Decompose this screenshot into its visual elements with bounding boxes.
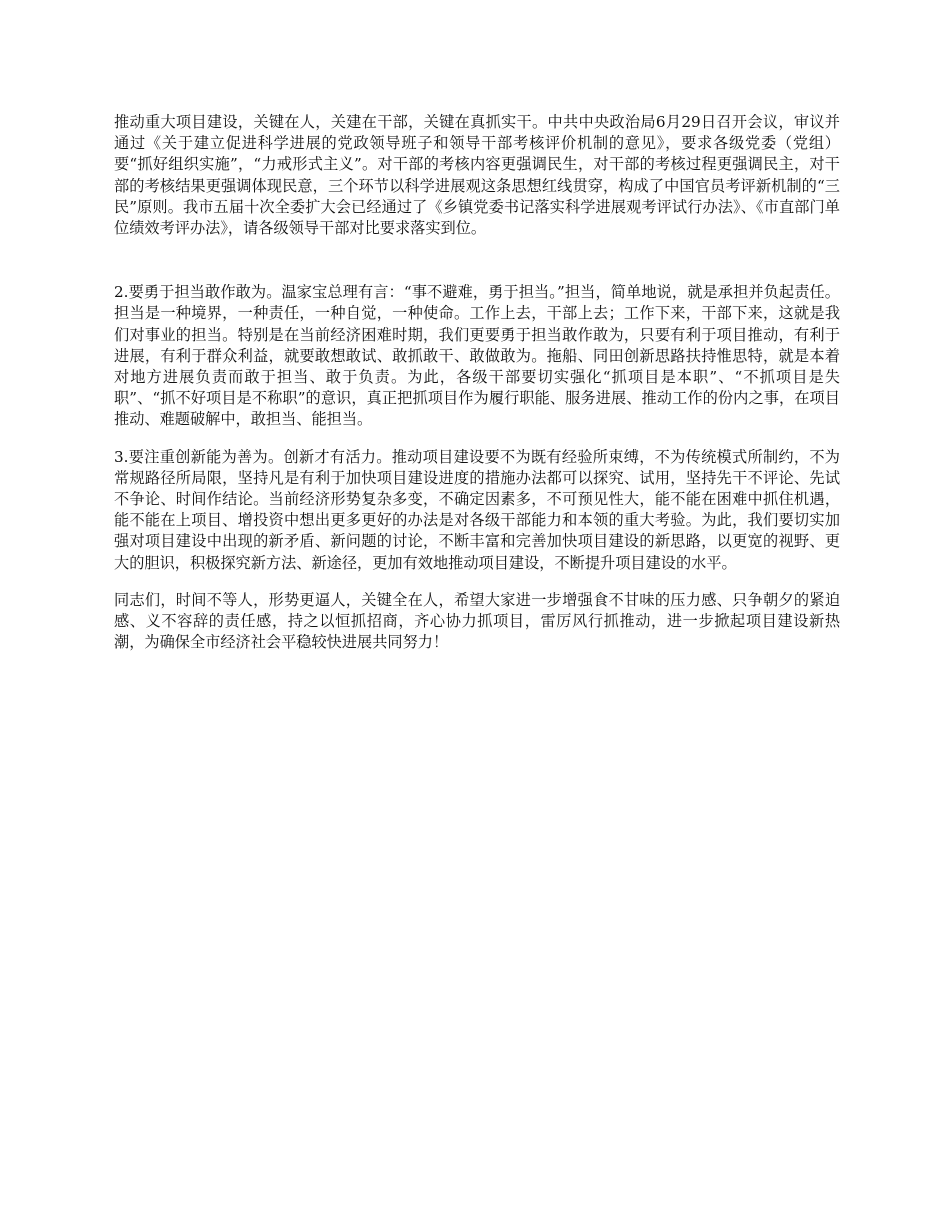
paragraph-cadre-evaluation: 推动重大项目建设，关键在人，关建在干部，关键在真抓实干。中共中央政治局6月29日召开会议，审议并通过《关于建立促进科学进展的党政领导班子和领导干部考核评价机制的意见》，要求各级党委（党组）要“抓好组织实施”，“力戒形式主义”。对干部的考核内容更强调民生，对干部的考核过程更强调民主，对干部的考核结果更强调体现民意，三个环节以科学进展观这条思想红线贯穿，构成了中国官员考评新机制的“三民”原则。我市五届十次全委扩大会已经通过了《乡镇党委书记落实科学进展观考评试行办法》、《市直部门单位绩效考评办法》，请各级领导干部对比要求落实到位。 [114,113,840,238]
paragraph-closing-remarks: 同志们，时间不等人，形势更逼人，关键全在人，希望大家进一步增强食不甘味的压力感、只争朝夕的紧迫感、义不容辞的责任感，持之以恒抓招商，齐心协力抓项目，雷厉风行抓推动，进一步掀起项目建设新热潮，为确保全市经济社会平稳较快进展共同努力！ [114,590,840,652]
paragraph-take-responsibility: 2.要勇于担当敢作敢为。温家宝总理有言：“事不避难，勇于担当。”担当，简单地说，就是承担并负起责任。担当是一种境界，一种责任，一种自觉，一种使命。工作上去，干部上去；工作下来，干部下来，这就是我们对事业的担当。特别是在当前经济困难时期，我们更要勇于担当敢作敢为，只要有利于项目推动，有利于进展，有利于群众利益，就要敢想敢试、敢抓敢干、敢做敢为。拖船、同田创新思路扶持惟思特，就是本着对地方进展负责而敢于担当、敢于负责。为此，各级干部要切实强化“抓项目是本职”、“不抓项目是失职”、“抓不好项目是不称职”的意识，真正把抓项目作为履行职能、服务进展、推动工作的份内之事，在项目推动、难题破解中，敢担当、能担当。 [114,283,840,429]
paragraph-innovation: 3.要注重创新能为善为。创新才有活力。推动项目建设要不为既有经验所束缚，不为传统模式所制约，不为常规路径所局限，坚持凡是有利于加快项目建设进度的措施办法都可以探究、试用，坚持先干不评论、先试不争论、时间作结论。当前经济形势复杂多变，不确定因素多，不可预见性大，能不能在困难中抓住机遇，能不能在上项目、增投资中想出更多更好的办法是对各级干部能力和本领的重大考验。为此，我们要切实加强对项目建设中出现的新矛盾、新问题的讨论，不断丰富和完善加快项目建设的新思路，以更宽的视野、更大的胆识，积极探究新方法、新途径，更加有效地推动项目建设，不断提升项目建设的水平。 [114,447,840,572]
document-body [114,112,840,653]
